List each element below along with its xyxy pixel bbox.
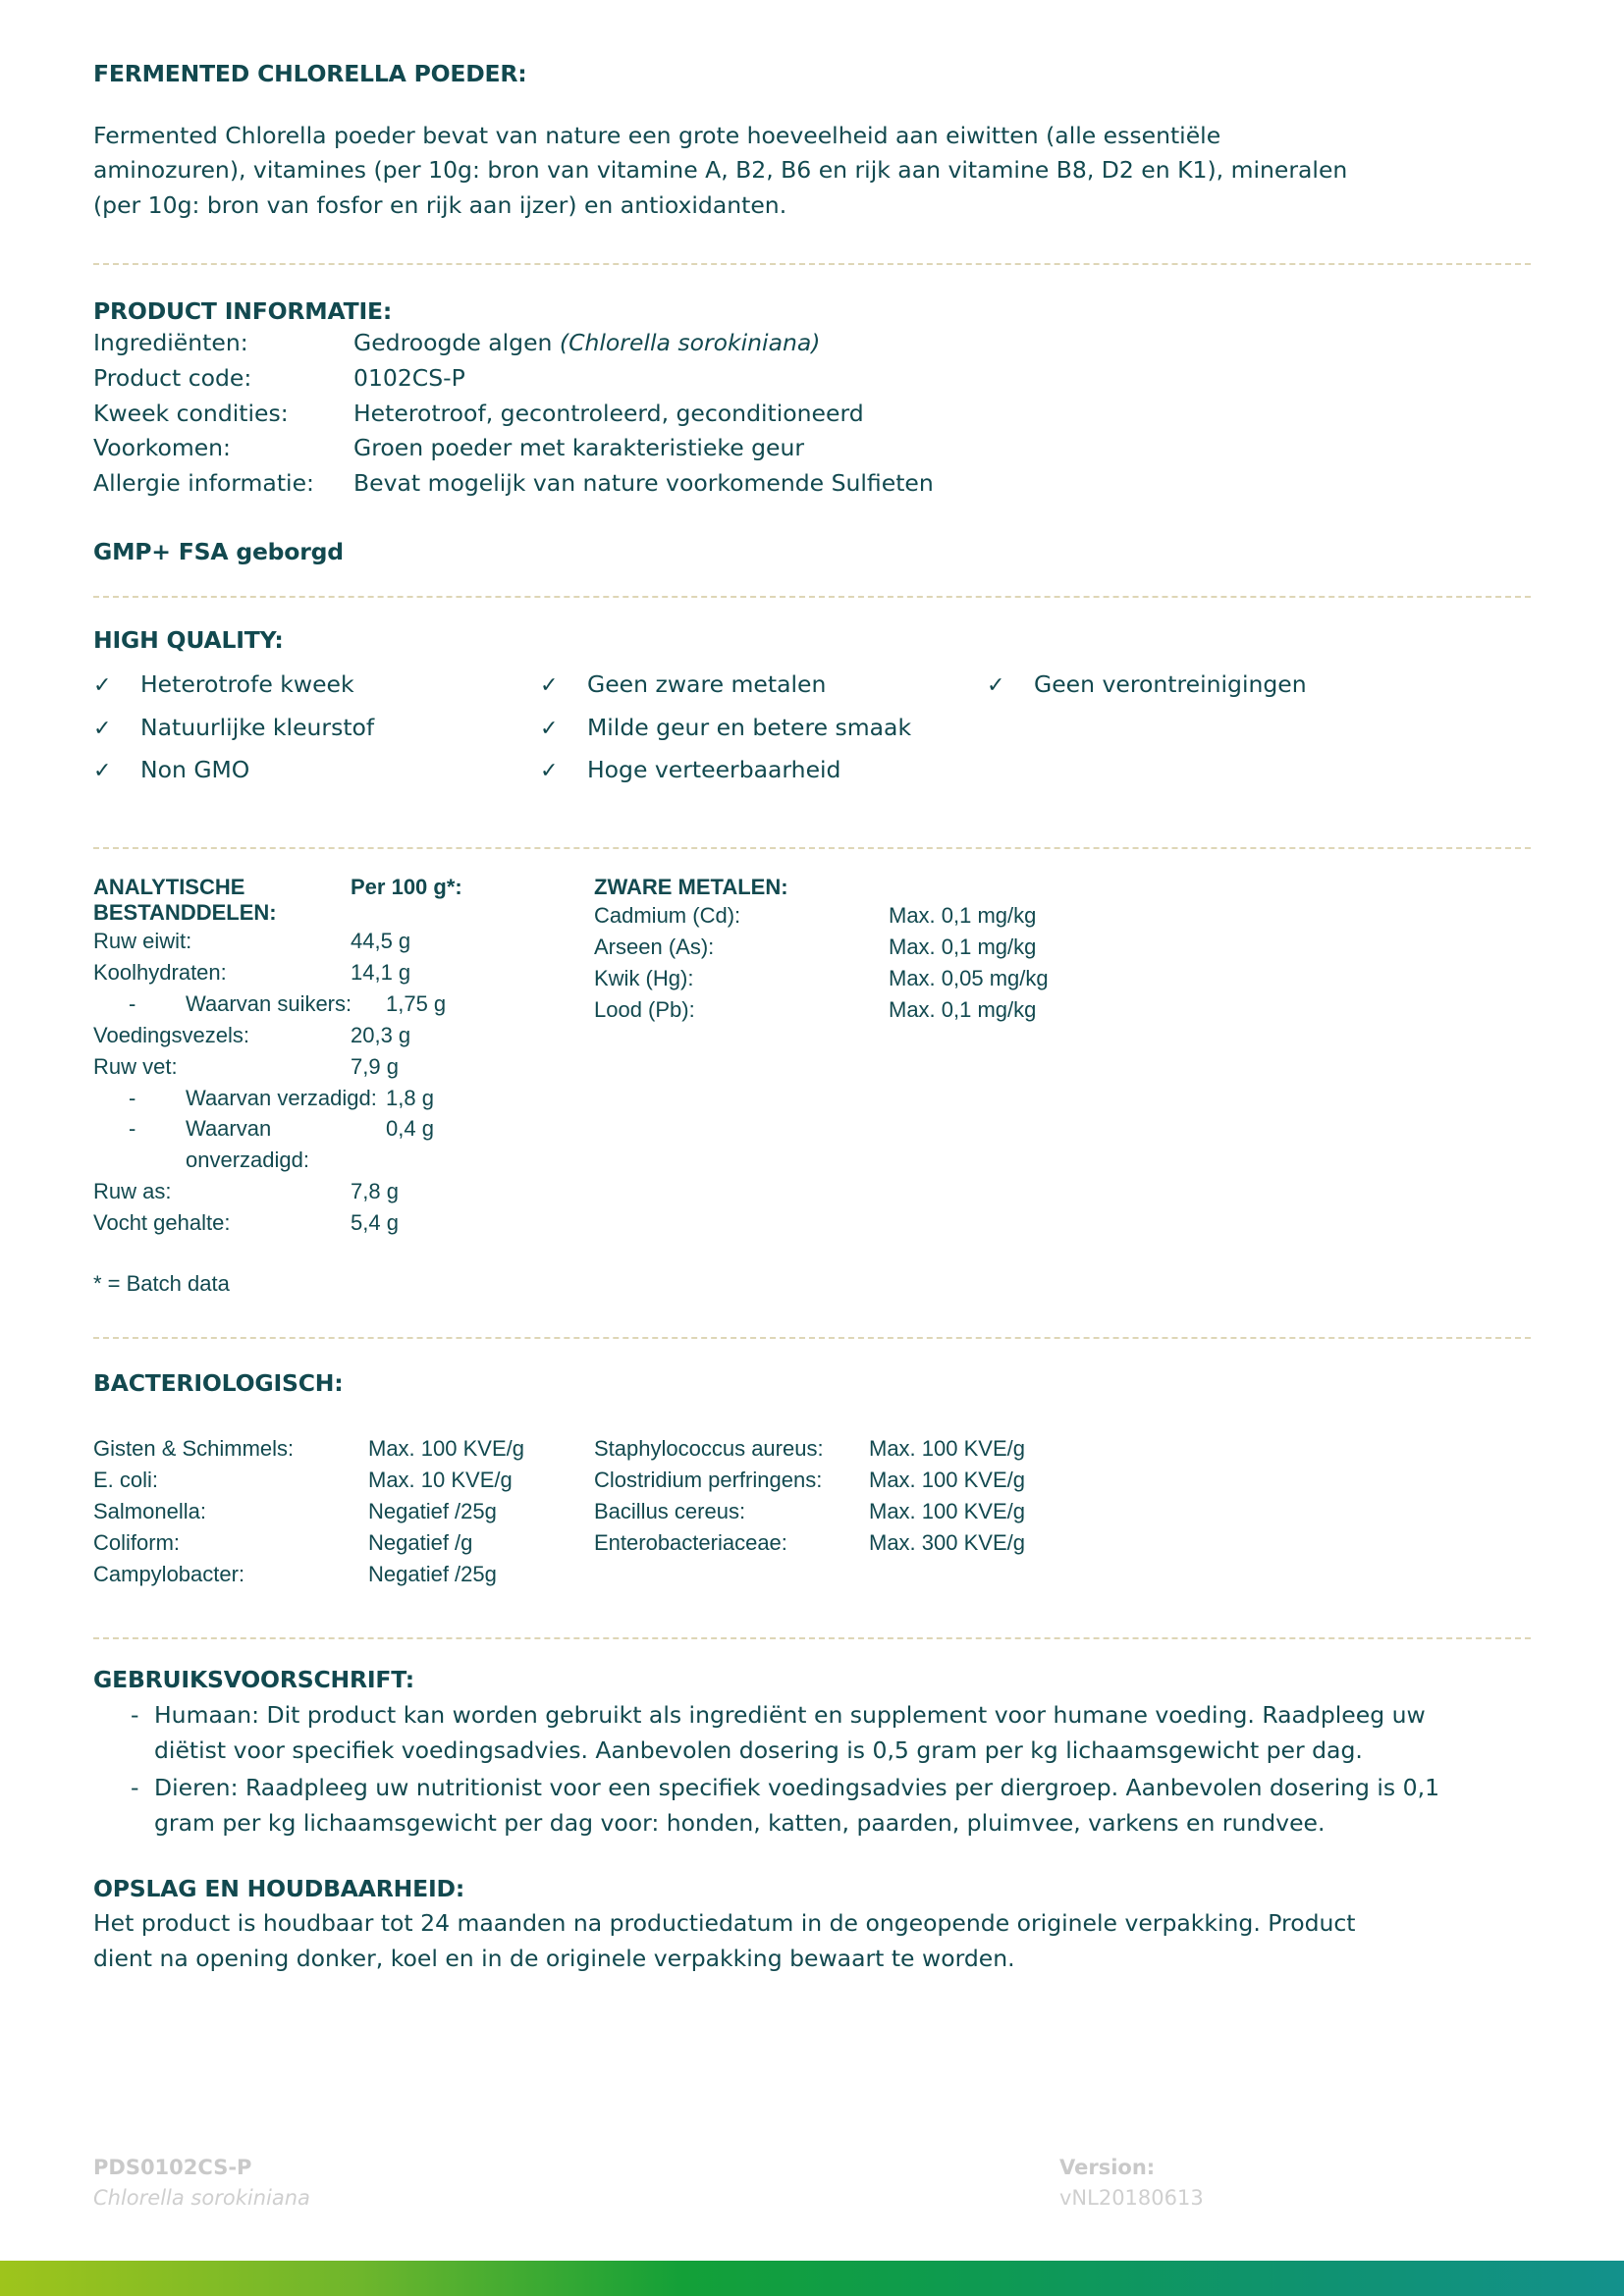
- table-row: [594, 932, 1531, 963]
- heavy-metals-table: [594, 875, 1531, 1300]
- high-quality-item: [540, 667, 987, 703]
- analytical-row-name: Waarvan verzadigd:: [186, 1085, 377, 1110]
- table-row: [93, 1207, 594, 1239]
- table-row: [93, 1527, 594, 1559]
- product-info-label: Kweek condities:: [93, 399, 289, 427]
- table-row: [93, 1465, 594, 1496]
- product-info-value-text: Gedroogde algen: [353, 329, 560, 357]
- usage-item-text: Dieren: Raadpleeg uw nutritionist voor een specifiek voedingsadvies per diergroep. Aanbevolen dosering is 0,1 gram per kg lichaamsgewicht per dag voor: honden, katten, paarden, pluimvee, varkens en rundvee.: [154, 1773, 1440, 1837]
- divider-5: [93, 1637, 1531, 1639]
- analytical-components-table: [93, 875, 594, 1300]
- divider-4: [93, 1337, 1531, 1339]
- bacteriological-value: Max. 10 KVE/g: [368, 1468, 513, 1493]
- analytical-row-name: Waarvan onverzadigd:: [186, 1116, 309, 1173]
- analytical-row-name-sub: [93, 1083, 386, 1114]
- divider-2: [93, 596, 1531, 598]
- heavy-metal-name: Cadmium (Cd):: [594, 903, 741, 929]
- bacteriological-name: Clostridium perfringens:: [594, 1468, 823, 1493]
- product-info-value: Bevat mogelijk van nature voorkomende Sulfieten: [353, 469, 934, 498]
- table-row: [93, 926, 594, 957]
- bacteriological-name: Staphylococcus aureus:: [594, 1436, 824, 1462]
- high-quality-item-label: Hoge verteerbaarheid: [587, 756, 841, 784]
- heavy-metal-value: Max. 0,1 mg/kg: [889, 903, 1037, 929]
- table-row: [594, 1465, 1531, 1496]
- table-row: [93, 988, 594, 1020]
- check-icon: ✓: [93, 672, 112, 698]
- footer-version-label: Version:: [1059, 2156, 1156, 2180]
- analytical-row-name: Voedingsvezels:: [93, 1022, 249, 1047]
- bacteriological-value: Max. 300 KVE/g: [869, 1530, 1025, 1556]
- bacteriological-name: Coliform:: [93, 1530, 181, 1556]
- high-quality-item-label: Heterotrofe kweek: [140, 669, 354, 698]
- bacteriological-heading: BACTERIOLOGISCH:: [93, 1368, 344, 1397]
- high-quality-section: [93, 625, 1531, 796]
- table-row: [93, 1496, 594, 1527]
- table-row: [93, 1176, 594, 1207]
- check-icon: ✓: [93, 716, 112, 741]
- bullet-dash: -: [129, 1085, 136, 1110]
- product-info-label: Voorkomen:: [93, 434, 231, 462]
- bacteriological-name: Enterobacteriaceae:: [594, 1530, 787, 1556]
- analytical-row-value: 1,75 g: [386, 990, 447, 1016]
- analytical-row-name: Waarvan suikers:: [186, 990, 352, 1016]
- bacteriological-value: Negatief /g: [368, 1530, 473, 1556]
- bacteriological-value: Max. 100 KVE/g: [368, 1436, 524, 1462]
- footer-species-name: Chlorella sorokiniana: [93, 2185, 310, 2210]
- title-block: [93, 0, 1531, 224]
- bacteriological-name: Salmonella:: [93, 1499, 206, 1524]
- usage-item-text: Humaan: Dit product kan worden gebruikt als ingrediënt en supplement voor humane voeding. Raadpleeg uw diëtist voor specifiek voedingsadvies. Aanbevolen dosering is 0,5 gram per kg lichaamsgewicht per dag.: [154, 1701, 1426, 1765]
- bacteriological-name: Bacillus cereus:: [594, 1499, 746, 1524]
- high-quality-item: [987, 667, 1531, 703]
- high-quality-item-label: Geen zware metalen: [587, 669, 827, 698]
- storage-section: [93, 1874, 1531, 1976]
- product-information-heading: PRODUCT INFORMATIE:: [93, 296, 393, 325]
- high-quality-item-label: Non GMO: [140, 756, 250, 784]
- analytical-heading: ANALYTISCHE BESTANDDELEN:: [93, 875, 277, 926]
- heavy-metals-heading: ZWARE METALEN:: [594, 875, 788, 900]
- bacteriological-value: Negatief /25g: [368, 1499, 497, 1524]
- list-item: [93, 1698, 1531, 1768]
- product-info-value: [353, 326, 1531, 361]
- analytical-row-name: Ruw eiwit:: [93, 929, 192, 954]
- table-row: [93, 1113, 594, 1176]
- table-row: [594, 1527, 1531, 1559]
- analytical-row-value: 1,8 g: [386, 1085, 434, 1110]
- bacteriological-value: Max. 100 KVE/g: [869, 1436, 1025, 1462]
- batch-data-note: * = Batch data: [93, 1271, 230, 1296]
- table-row: [93, 1433, 594, 1465]
- intro-paragraph: Fermented Chlorella poeder bevat van nature een grote hoeveelheid aan eiwitten (alle essentiële aminozuren), vitamines (per 10g: bron van vitamine A, B2, B6 en rijk aan vitamine B8, D2 en K1), mineralen (per 10g: bron van fosfor en rijk aan ijzer) en antioxidanten.: [93, 121, 1348, 219]
- bullet-dash: -: [131, 1773, 139, 1801]
- bottom-gradient-bar: [0, 2261, 1624, 2296]
- high-quality-column: [93, 667, 540, 796]
- bacteriological-value: Max. 100 KVE/g: [869, 1468, 1025, 1493]
- product-info-value-italic: (Chlorella sorokiniana): [559, 329, 821, 357]
- table-row: [93, 1051, 594, 1083]
- product-information-section: [93, 296, 1531, 567]
- check-icon: ✓: [540, 716, 559, 741]
- table-row: [594, 1496, 1531, 1527]
- analytical-row-name-sub: [93, 988, 386, 1020]
- product-info-row: [93, 361, 1531, 397]
- analytical-row-name: Koolhydraten:: [93, 959, 227, 985]
- high-quality-item: [540, 711, 987, 746]
- product-info-label: Product code:: [93, 363, 252, 392]
- check-icon: ✓: [987, 672, 1005, 698]
- table-row: [93, 1020, 594, 1051]
- heavy-metal-name: Lood (Pb):: [594, 996, 695, 1022]
- product-info-label: Ingrediënten:: [93, 329, 248, 357]
- high-quality-item: [93, 753, 540, 788]
- page-title: FERMENTED CHLORELLA POEDER:: [93, 60, 527, 87]
- high-quality-item-label: Natuurlijke kleurstof: [140, 713, 375, 741]
- analytical-row-name: Vocht gehalte:: [93, 1210, 231, 1236]
- bacteriological-tables: [93, 1433, 1531, 1589]
- check-icon: ✓: [93, 759, 112, 784]
- divider-3: [93, 847, 1531, 849]
- list-item: [93, 1771, 1531, 1841]
- bacteriological-name: E. coli:: [93, 1468, 159, 1493]
- heavy-metal-value: Max. 0,05 mg/kg: [889, 965, 1049, 990]
- check-icon: ✓: [540, 759, 559, 784]
- analytical-row-value: 44,5 g: [351, 929, 411, 954]
- divider-1: [93, 263, 1531, 265]
- heavy-metal-value: Max. 0,1 mg/kg: [889, 934, 1037, 959]
- high-quality-item: [93, 667, 540, 703]
- product-info-value: 0102CS-P: [353, 363, 465, 392]
- bullet-dash: -: [129, 1116, 136, 1142]
- product-info-row: [93, 431, 1531, 466]
- bacteriological-value: Negatief /25g: [368, 1562, 497, 1586]
- analytical-row-value: 7,8 g: [351, 1179, 399, 1204]
- high-quality-heading: HIGH QUALITY:: [93, 626, 284, 655]
- bacteriological-section: [93, 1368, 1531, 1590]
- table-row: [93, 957, 594, 988]
- heavy-metal-value: Max. 0,1 mg/kg: [889, 996, 1037, 1022]
- analytical-row-value: 20,3 g: [351, 1022, 411, 1047]
- analytical-row-value: 0,4 g: [386, 1116, 434, 1142]
- usage-instructions-section: [93, 1665, 1531, 1841]
- footer-version-value: vNL20180613: [1059, 2185, 1204, 2210]
- check-icon: ✓: [540, 672, 559, 698]
- analytical-row-name-sub: [93, 1113, 386, 1176]
- bacteriological-left-table: [93, 1433, 594, 1589]
- table-row: [594, 963, 1531, 994]
- page-footer: [93, 2153, 1531, 2213]
- high-quality-column: [540, 667, 987, 796]
- product-info-row: [93, 397, 1531, 432]
- table-row: [594, 1433, 1531, 1465]
- gmp-certification-label: GMP+ FSA geborgd: [93, 537, 344, 565]
- table-row: [93, 1083, 594, 1114]
- analytical-row-name: Ruw vet:: [93, 1053, 178, 1079]
- table-row: [594, 994, 1531, 1026]
- analytical-row-name: Ruw as:: [93, 1179, 172, 1204]
- high-quality-item-label: Geen verontreinigingen: [1034, 669, 1307, 698]
- analytical-row-value: 7,9 g: [351, 1053, 399, 1079]
- product-info-row: [93, 326, 1531, 361]
- table-row: [93, 1559, 594, 1590]
- analytical-and-metals-section: [93, 875, 1531, 1300]
- high-quality-item: [540, 753, 987, 788]
- product-info-value: Groen poeder met karakteristieke geur: [353, 434, 805, 462]
- footer-left: [93, 2153, 1059, 2213]
- high-quality-columns: [93, 667, 1531, 796]
- bacteriological-value: Max. 100 KVE/g: [869, 1499, 1025, 1524]
- high-quality-item-label: Milde geur en betere smaak: [587, 713, 912, 741]
- footer-document-code: PDS0102CS-P: [93, 2156, 252, 2180]
- footer-right: [1059, 2153, 1531, 2213]
- analytical-row-value: 5,4 g: [351, 1210, 399, 1236]
- product-info-value: Heterotroof, gecontroleerd, geconditioneerd: [353, 399, 864, 427]
- storage-text: Het product is houdbaar tot 24 maanden na productiedatum in de ongeopende originele verpakking. Product dient na opening donker, koel en in de originele verpakking bewaart te worden.: [93, 1908, 1356, 1972]
- usage-heading: GEBRUIKSVOORSCHRIFT:: [93, 1665, 415, 1693]
- bacteriological-name: Gisten & Schimmels:: [93, 1436, 295, 1462]
- product-info-row: [93, 466, 1531, 502]
- bullet-dash: -: [129, 990, 136, 1016]
- table-row: [594, 900, 1531, 932]
- heavy-metal-name: Kwik (Hg):: [594, 965, 694, 990]
- bacteriological-right-table: [594, 1433, 1531, 1589]
- heavy-metal-name: Arseen (As):: [594, 934, 715, 959]
- usage-list: [93, 1698, 1531, 1841]
- bacteriological-name: Campylobacter:: [93, 1562, 245, 1586]
- analytical-value-heading: Per 100 g*:: [351, 875, 462, 900]
- bullet-dash: -: [131, 1701, 139, 1730]
- analytical-header-row: [93, 875, 594, 926]
- storage-heading: OPSLAG EN HOUDBAARHEID:: [93, 1875, 465, 1903]
- product-info-label: Allergie informatie:: [93, 469, 314, 498]
- analytical-row-value: 14,1 g: [351, 959, 411, 985]
- high-quality-column: [987, 667, 1531, 796]
- high-quality-item: [93, 711, 540, 746]
